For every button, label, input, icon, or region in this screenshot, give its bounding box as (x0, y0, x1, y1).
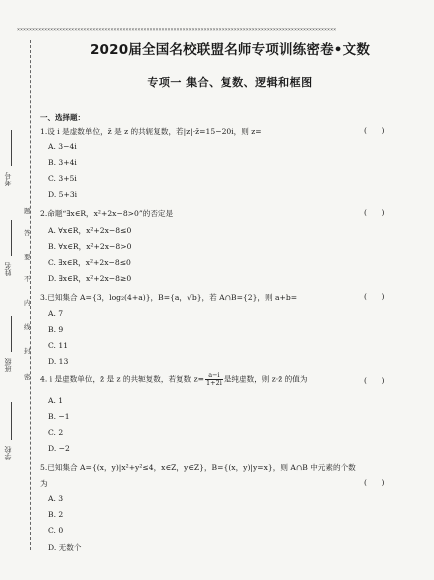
section-title: 一、选择题： (40, 113, 85, 122)
fraction-denominator: 1+2i (206, 379, 222, 387)
cross-border: ×××××××××××××××××××××××××××××××××××××××××××××××××××××××××××××××××××××××××××××××××××××××××××××××××××××××××× (17, 27, 337, 33)
question-3-stem: 3.已知集合 A={3，log₂(4+a)}，B={a，√b}，若 A∩B={2}，则 a+b= (40, 293, 298, 302)
option: D. −2 (48, 444, 70, 453)
xuexiao-line (11, 402, 12, 440)
option: A. 3−4i (48, 142, 77, 151)
option: D. ∃x∈R，x²+2x−8≥0 (48, 274, 132, 283)
option: D. 5+3i (48, 190, 78, 199)
option: B. −1 (48, 412, 70, 421)
label-xingming: 姓名 (4, 262, 12, 276)
seal-char: 封 (24, 347, 31, 355)
question-2-stem: 2.命题“∃x∈R，x²+2x−8>0”的否定是 (40, 209, 174, 218)
option: B. 9 (48, 325, 64, 334)
seal-char: 题 (24, 207, 31, 215)
seal-char: 密 (24, 373, 31, 381)
option: B. 3+4i (48, 158, 77, 167)
option: C. ∃x∈R，x²+2x−8≤0 (48, 258, 131, 267)
answer-bracket: ( ) (364, 208, 385, 217)
question-5-stem: 5.已知集合 A={(x，y)|x²+y²≤4，x∈Z，y∈Z}，B={(x，y)|y=x}，则 A∩B 中元素的个数 (40, 463, 356, 472)
option: D. 无数个 (48, 543, 82, 552)
question-4-stem (40, 372, 307, 387)
option: A. 1 (48, 396, 64, 405)
seal-char: 不 (24, 275, 31, 283)
answer-bracket: ( ) (364, 292, 385, 301)
label-kaohao: 考号 (4, 172, 12, 186)
answer-bracket: ( ) (364, 126, 385, 135)
question-5-stem-cont: 为 (40, 479, 48, 488)
seal-char: 线 (24, 323, 31, 331)
seal-char: 要 (24, 253, 31, 261)
answer-bracket: ( ) (364, 478, 385, 487)
answer-bracket: ( ) (364, 376, 385, 385)
banji-line (11, 316, 12, 352)
option: A. 7 (48, 309, 64, 318)
fraction-numerator: a−i (205, 372, 223, 380)
option: C. 0 (48, 526, 64, 535)
label-xuexiao: 学校 (4, 446, 12, 460)
label-banji: 班级 (4, 358, 12, 372)
option: B. 2 (48, 510, 64, 519)
page-subtitle: 专项一 集合、复数、逻辑和框图 (147, 76, 313, 89)
seal-char: 答 (24, 229, 31, 237)
page-title: 2020届全国名校联盟名师专项训练密卷•文数 (89, 42, 371, 58)
xingming-line (11, 220, 12, 256)
seal-char: 内 (24, 299, 31, 307)
question-1-stem: 1.设 i 是虚数单位，z̄ 是 z 的共轭复数，若|z|·z̄=15−20i，则 z= (40, 127, 262, 136)
option: D. 13 (48, 357, 69, 366)
option: C. 2 (48, 428, 64, 437)
question-4-stem-start: 4. i 是虚数单位，z̄ 是 z 的共轭复数，若复数 z= (40, 374, 205, 384)
option: A. 3 (48, 494, 64, 503)
fraction (205, 372, 223, 387)
option: C. 3+5i (48, 174, 77, 183)
option: A. ∀x∈R，x²+2x−8≤0 (48, 226, 132, 235)
option: B. ∀x∈R，x²+2x−8>0 (48, 242, 132, 251)
kaohao-line (11, 130, 12, 166)
question-4-stem-end: 是纯虚数，则 z·z̄ 的值为 (223, 374, 308, 384)
option: C. 11 (48, 341, 69, 350)
seal-dash-line (30, 40, 31, 550)
